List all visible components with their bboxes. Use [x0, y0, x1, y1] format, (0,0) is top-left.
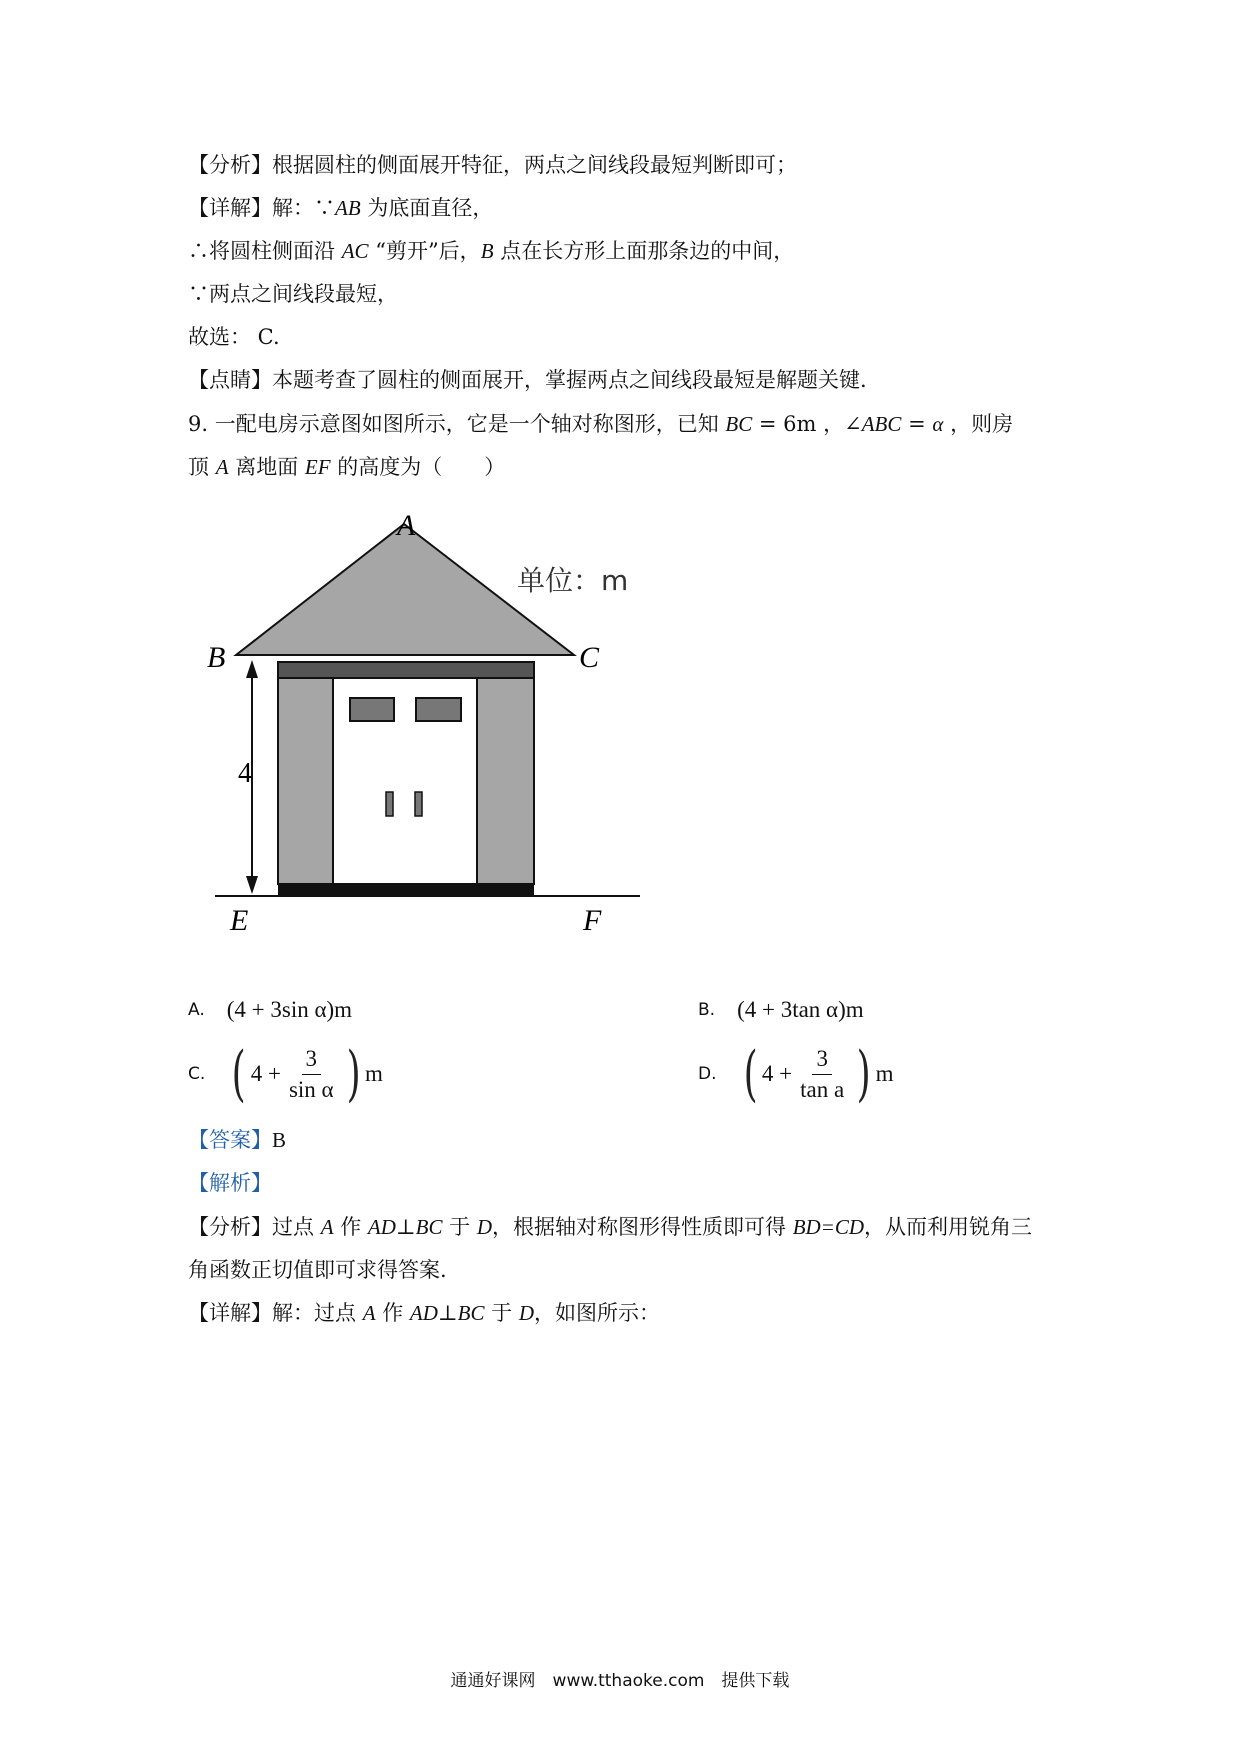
- point-D: D: [476, 1215, 492, 1239]
- fraction-denominator: sin α: [288, 1076, 334, 1102]
- segment-AD: AD: [409, 1301, 438, 1325]
- question-text: 9. 一配电房示意图如图所示，它是一个轴对称图形，已知: [188, 412, 726, 436]
- question-line-1: [188, 409, 1013, 439]
- option-D[interactable]: [698, 1039, 894, 1109]
- door-handle-right: [415, 792, 422, 816]
- point-A: A: [362, 1301, 376, 1325]
- choice-line: 故选： C.: [188, 325, 280, 349]
- remark-text: 本题考查了圆柱的侧面展开，掌握两点之间线段最短是解题关键.: [272, 368, 867, 392]
- question-text: 的高度为（ ）: [330, 455, 506, 479]
- detail-text: 解：∵: [272, 196, 335, 220]
- question-text: ，则房: [943, 412, 1014, 436]
- answer-tag: 【答案】: [188, 1128, 272, 1152]
- detail-text: 作: [375, 1301, 410, 1325]
- point-A: A: [320, 1215, 334, 1239]
- detail-text: ∴将圆柱侧面沿: [188, 239, 342, 263]
- segment-BC: BC: [725, 412, 753, 436]
- analysis-text: ，从而利用锐角三: [864, 1215, 1033, 1239]
- option-D-fraction: [796, 1046, 848, 1103]
- section-tag: 【点睛】: [188, 368, 272, 392]
- perp-symbol: ⊥: [395, 1215, 416, 1239]
- analysis-line-1: [188, 1212, 1032, 1242]
- segment-EF: EF: [304, 455, 331, 479]
- option-D-unit: m: [875, 1061, 894, 1086]
- option-C-prefix: 4 +: [250, 1061, 281, 1086]
- label-C: C: [579, 641, 600, 674]
- section-tag: 【详解】: [188, 1301, 272, 1325]
- option-C-unit: m: [365, 1061, 383, 1086]
- option-D-label: D.: [698, 1064, 717, 1084]
- segment-BC: BC: [457, 1301, 485, 1325]
- analysis-tag: 【解析】: [188, 1171, 272, 1195]
- question-text: =: [901, 412, 933, 436]
- left-paren: (: [231, 1039, 247, 1109]
- fraction-denominator: tan a: [800, 1076, 845, 1102]
- alpha-symbol: α: [932, 412, 944, 436]
- detail-line-2: [188, 236, 794, 266]
- option-A-expression: (4 + 3sin α)m: [226, 997, 353, 1022]
- angle-ABC: ABC: [861, 412, 902, 436]
- option-B[interactable]: [698, 995, 864, 1025]
- right-paren: ): [346, 1039, 361, 1109]
- option-A[interactable]: [188, 995, 352, 1025]
- point-A: A: [215, 455, 229, 479]
- analysis-text: 根据圆柱的侧面展开特征，两点之间线段最短判断即可；: [272, 153, 797, 177]
- fraction-numerator: 3: [302, 1046, 322, 1075]
- section-tag: 【分析】: [188, 153, 272, 177]
- door-window-right: [416, 698, 461, 721]
- analysis-header: [188, 1168, 272, 1198]
- analysis-text: 作: [333, 1215, 368, 1239]
- detail-text: “剪开”后，: [368, 239, 481, 263]
- question-text: = 6m ，∠: [752, 412, 862, 436]
- label-B: B: [207, 641, 226, 674]
- right-paren: ): [856, 1039, 871, 1109]
- analysis-text: 过点: [272, 1215, 321, 1239]
- segment-AC: AC: [341, 239, 369, 263]
- segment-BC: BC: [415, 1215, 443, 1239]
- left-pillar: [278, 678, 333, 884]
- left-paren: (: [743, 1039, 758, 1109]
- question-line-2: [188, 452, 505, 482]
- analysis-text: ，根据轴对称图形得性质即可得: [492, 1215, 793, 1239]
- section-tag: 【分析】: [188, 1215, 272, 1239]
- question-text: 离地面: [228, 455, 305, 479]
- equation-BD-CD: BD=CD: [792, 1215, 865, 1239]
- segment-AB: AB: [335, 196, 361, 220]
- option-B-label: B.: [698, 1000, 716, 1020]
- page-footer: 通通好课网 www.tthaoke.com 提供下载: [450, 1671, 790, 1691]
- detail-text: 为底面直径，: [360, 196, 494, 220]
- option-C[interactable]: [188, 1039, 383, 1109]
- option-D-prefix: 4 +: [761, 1061, 793, 1086]
- answer-line: [188, 1125, 286, 1155]
- perp-symbol: ⊥: [437, 1301, 458, 1325]
- option-C-label: C.: [188, 1064, 206, 1084]
- right-pillar: [477, 678, 534, 884]
- detail-line: [188, 1298, 660, 1328]
- section-tag: 【详解】: [188, 196, 272, 220]
- label-F: F: [583, 904, 602, 937]
- base-strip: [278, 884, 534, 896]
- question-text: 顶: [188, 455, 216, 479]
- option-C-fraction: [285, 1046, 338, 1103]
- height-label: 4: [238, 758, 252, 789]
- fraction-numerator: 3: [812, 1046, 832, 1075]
- remark-line: [188, 365, 867, 395]
- option-B-expression: (4 + 3tan α)m: [737, 997, 864, 1022]
- option-A-label: A.: [188, 1000, 205, 1020]
- analysis-line-2: 角函数正切值即可求得答案.: [188, 1258, 447, 1282]
- analysis-text: 于: [442, 1215, 477, 1239]
- door-window-left: [350, 698, 394, 721]
- door-handle-left: [386, 792, 393, 816]
- unit-label: 单位：m: [517, 564, 629, 597]
- detail-text: 点在长方形上面那条边的中间，: [493, 239, 795, 263]
- arrow-down-icon: [246, 876, 258, 894]
- detail-text: 解：过点: [272, 1301, 363, 1325]
- detail-line-1: [188, 193, 493, 223]
- detail-text: 于: [484, 1301, 519, 1325]
- lintel-beam: [278, 662, 534, 678]
- detail-line-3: ∵两点之间线段最短，: [188, 282, 398, 306]
- analysis-line: [188, 150, 797, 180]
- house-diagram: [200, 500, 650, 940]
- point-B: B: [480, 239, 494, 263]
- answer-value: B: [272, 1128, 287, 1152]
- label-A: A: [397, 509, 416, 542]
- arrow-up-icon: [246, 660, 258, 678]
- detail-text: ，如图所示：: [534, 1301, 660, 1325]
- point-D: D: [518, 1301, 534, 1325]
- segment-AD: AD: [367, 1215, 396, 1239]
- label-E: E: [230, 904, 249, 937]
